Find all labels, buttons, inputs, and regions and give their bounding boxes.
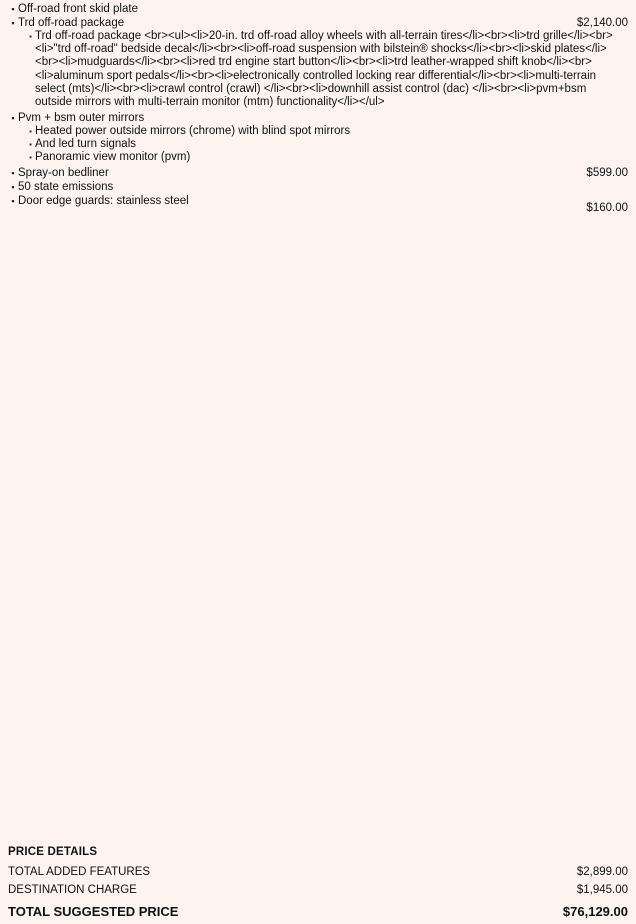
total-added-features-value: $2,899.00: [576, 866, 628, 878]
list-item: [0, 111, 636, 125]
list-item: [0, 166, 636, 180]
destination-charge-value: $1,945.00: [576, 884, 628, 896]
list-item: [0, 30, 636, 109]
feature-label: Trd off-road package: [18, 17, 125, 29]
feature-price: $160.00: [586, 202, 628, 215]
feature-raw-markup-text: Trd off-road package <br><ul><li>20-in. trd off-road alloy wheels with all-terrain tires</li><br><li>trd grille</li><br><li>"trd off-road" bedside decal</li><br><li>off-road suspension with bilstein® shocks</li><br><li>skid plates</li><br><li>mudguards</li><br><li>red trd engine start button</li><br><li>trd leather-wrapped shift knob</li><br><li>aluminum sport pedals</li><br><li>electronically controlled locking rear differential</li><br><li>multi-terrain select (mts)</li><br><li>crawl control (crawl) </li><br><li>downhill assist control (dac) </li><br><li>pvm+bsm outside mirrors with multi-terrain monitor (mtm) functionality</li></ul>: [35, 30, 613, 109]
feature-label: Off-road front skid plate: [18, 3, 138, 15]
feature-label: And led turn signals: [35, 138, 137, 151]
bullet-icon: ▪: [11, 4, 15, 14]
features-list: [0, 0, 636, 215]
feature-price: $599.00: [586, 167, 628, 180]
feature-label: Door edge guards: stainless steel: [18, 195, 189, 208]
total-suggested-price-row: [8, 899, 628, 922]
list-item: [0, 138, 636, 151]
feature-label: Panoramic view monitor (pvm): [35, 151, 191, 164]
bullet-icon: ▪: [29, 140, 32, 150]
feature-label: Heated power outside mirrors (chrome) with blind spot mirrors: [35, 125, 351, 138]
feature-price: $2,140.00: [576, 17, 628, 29]
destination-charge-label: DESTINATION CHARGE: [8, 884, 137, 896]
feature-label: 50 state emissions: [18, 181, 114, 194]
bullet-icon: ▪: [11, 113, 15, 124]
list-item: [0, 16, 636, 30]
bullet-icon: ▪: [29, 127, 32, 137]
list-item: [0, 194, 636, 215]
bullet-icon: ▪: [11, 168, 15, 179]
total-suggested-price-value: $76,129.00: [562, 904, 628, 919]
bullet-icon: ▪: [11, 196, 15, 207]
price-details-title: PRICE DETAILS: [8, 846, 98, 858]
price-details-row: [8, 881, 628, 899]
feature-label: Spray-on bedliner: [18, 167, 109, 180]
bullet-icon: ▪: [29, 153, 32, 163]
total-suggested-price-label: TOTAL SUGGESTED PRICE: [8, 904, 179, 919]
bullet-icon: ▪: [29, 32, 32, 41]
bullet-icon: ▪: [11, 18, 15, 28]
list-item: [0, 180, 636, 194]
price-details-section: [0, 846, 636, 924]
feature-label: Pvm + bsm outer mirrors: [18, 112, 145, 125]
price-details-row: [8, 863, 628, 881]
list-item: [0, 151, 636, 164]
total-added-features-label: TOTAL ADDED FEATURES: [8, 866, 151, 878]
bullet-icon: ▪: [11, 182, 15, 193]
list-item: [0, 2, 636, 16]
list-item: [0, 125, 636, 138]
